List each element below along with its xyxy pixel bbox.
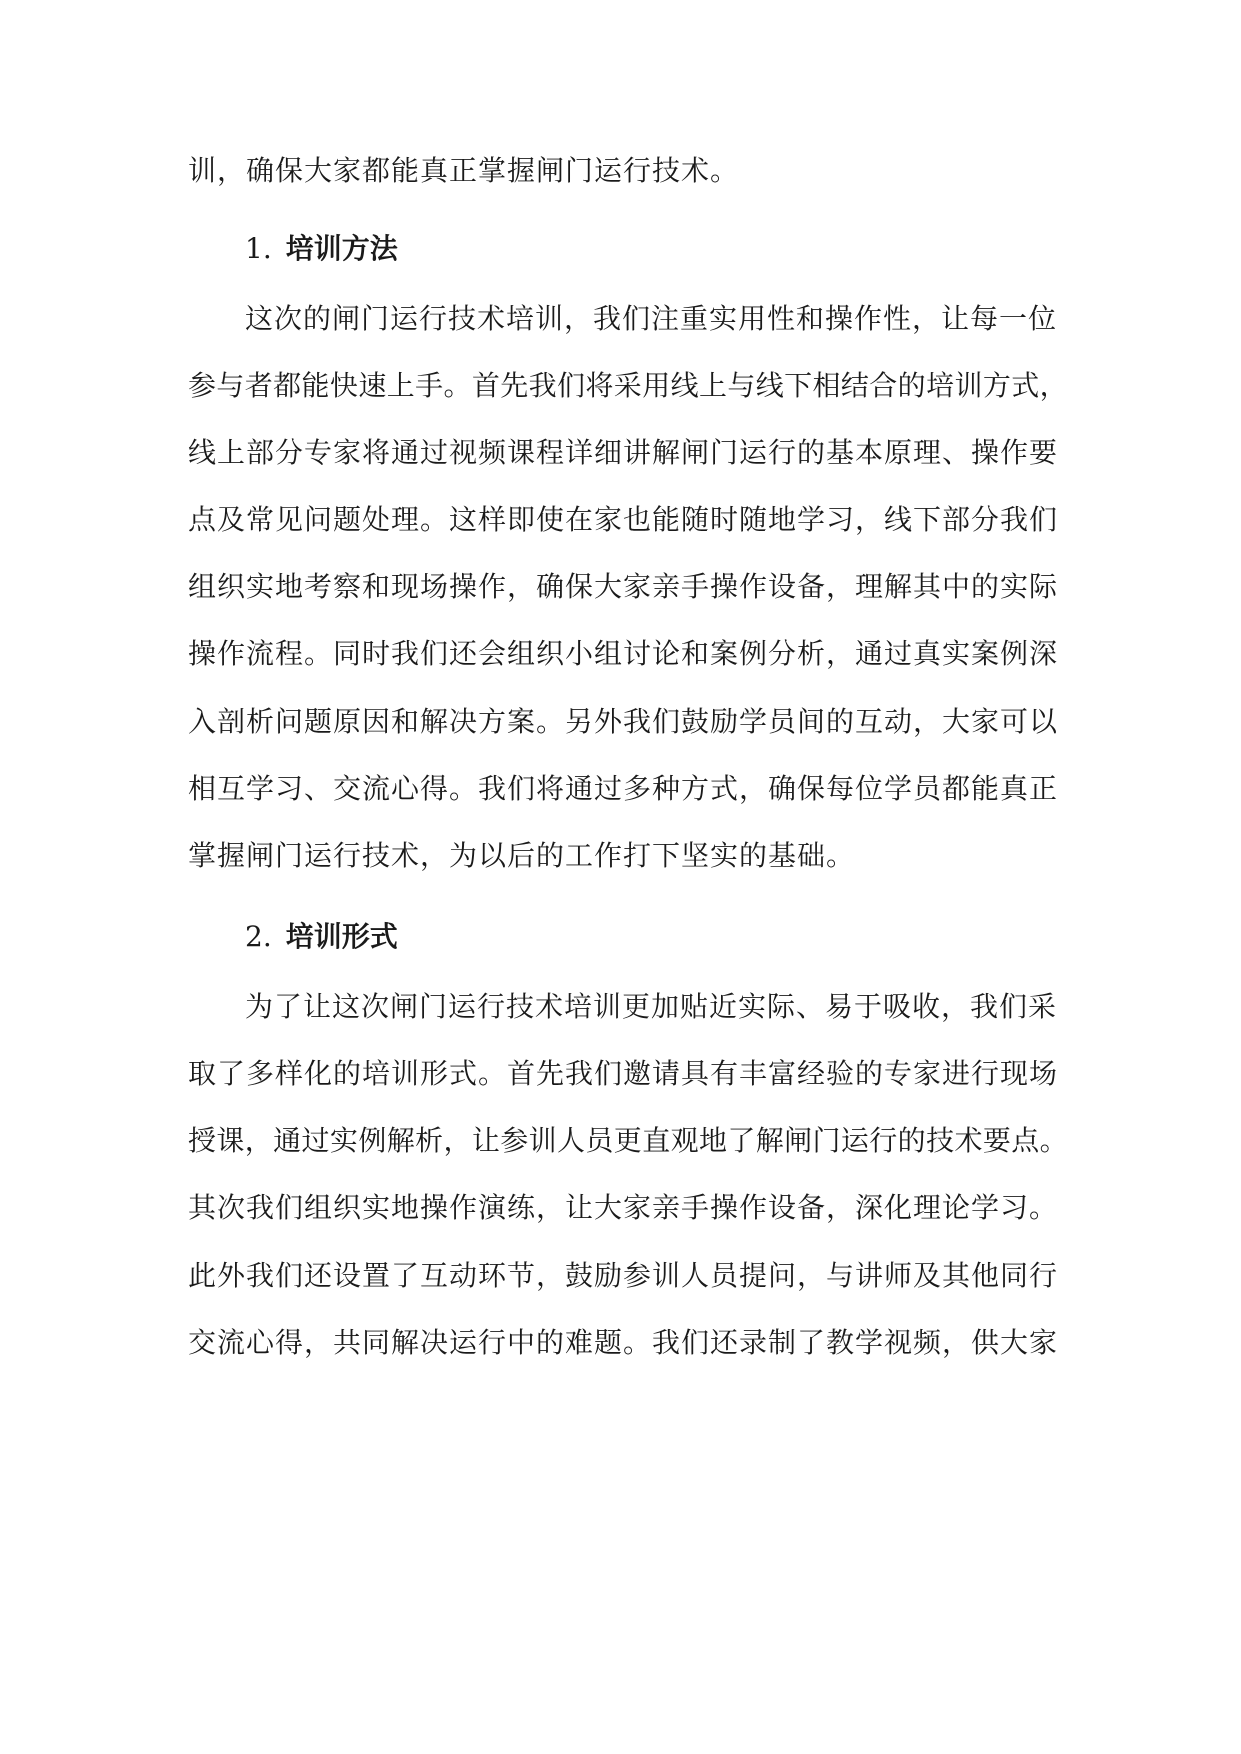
paragraph-line: 取了多样化的培训形式。首先我们邀请具有丰富经验的专家进行现场 <box>188 1057 1059 1090</box>
section-title: 培训方法 <box>285 232 398 265</box>
section-heading-2 <box>245 917 398 957</box>
paragraph-line: 交流心得，共同解决运行中的难题。我们还录制了教学视频，供大家 <box>188 1326 1059 1359</box>
section-number: 1. <box>245 232 272 265</box>
paragraph-line: 入剖析问题原因和解决方案。另外我们鼓励学员间的互动，大家可以 <box>188 705 1059 738</box>
section-heading-1 <box>245 229 398 269</box>
paragraph-line: 授课，通过实例解析，让参训人员更直观地了解闸门运行的技术要点。 <box>188 1124 1069 1157</box>
paragraph-line: 相互学习、交流心得。我们将通过多种方式，确保每位学员都能真正 <box>188 772 1059 805</box>
paragraph-line: 组织实地考察和现场操作，确保大家亲手操作设备，理解其中的实际 <box>188 570 1059 603</box>
paragraph-line: 掌握闸门运行技术，为以后的工作打下坚实的基础。 <box>188 839 856 872</box>
paragraph-line: 此外我们还设置了互动环节，鼓励参训人员提问，与讲师及其他同行 <box>188 1259 1059 1292</box>
paragraph-line: 这次的闸门运行技术培训，我们注重实用性和操作性，让每一位 <box>245 302 1058 335</box>
paragraph-line: 为了让这次闸门运行技术培训更加贴近实际、易于吸收，我们采 <box>245 990 1058 1023</box>
paragraph-line: 训，确保大家都能真正掌握闸门运行技术。 <box>188 154 740 187</box>
paragraph-line: 线上部分专家将通过视频课程详细讲解闸门运行的基本原理、操作要 <box>188 436 1059 469</box>
section-title: 培训形式 <box>285 920 398 953</box>
paragraph-line: 参与者都能快速上手。首先我们将采用线上与线下相结合的培训方式， <box>188 369 1069 402</box>
paragraph-line: 操作流程。同时我们还会组织小组讨论和案例分析，通过真实案例深 <box>188 637 1059 670</box>
section-number: 2. <box>245 920 272 953</box>
paragraph-line: 点及常见问题处理。这样即使在家也能随时随地学习，线下部分我们 <box>188 503 1059 536</box>
paragraph-line: 其次我们组织实地操作演练，让大家亲手操作设备，深化理论学习。 <box>188 1191 1059 1224</box>
